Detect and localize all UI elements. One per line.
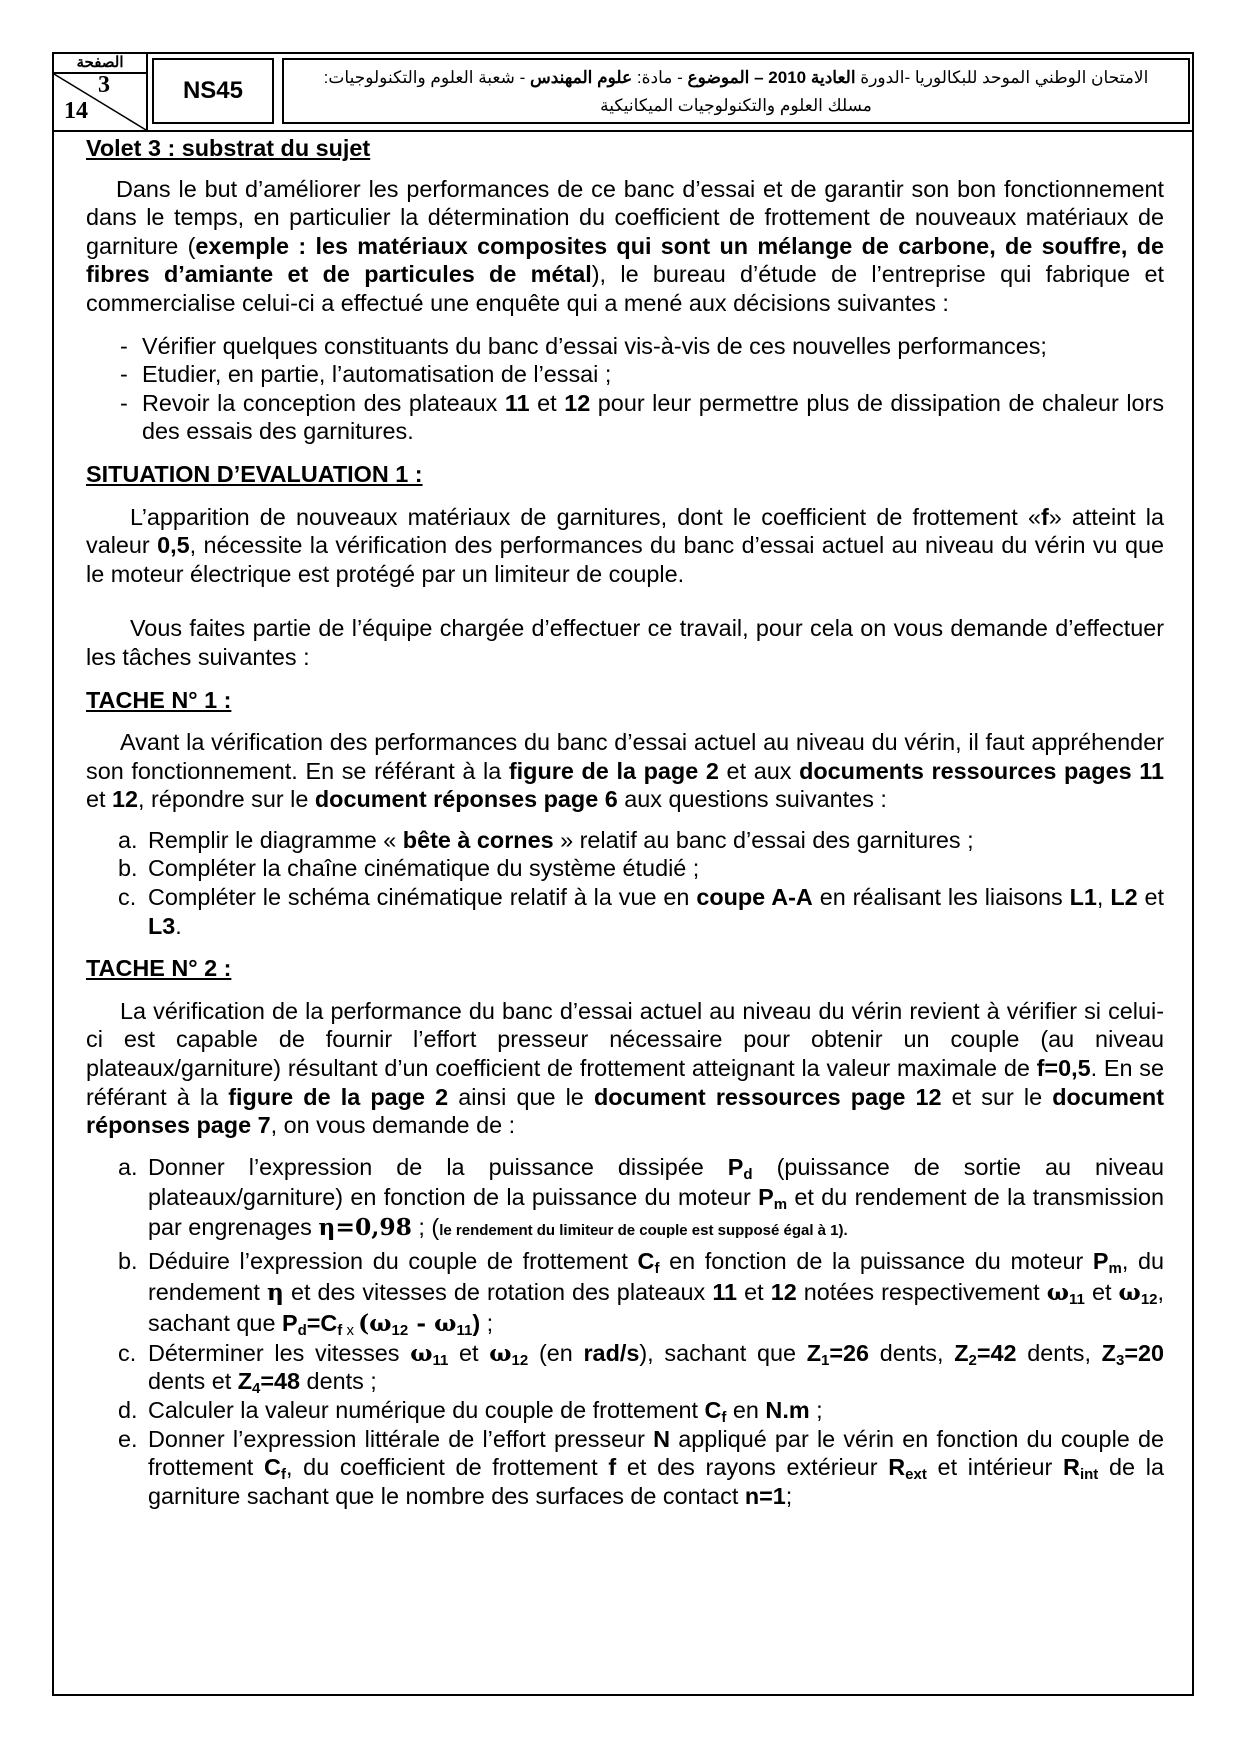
- situation-heading: SITUATION D’EVALUATION 1 :: [86, 460, 423, 487]
- question-a: a. Remplir le diagramme « bête à cornes » relatif au banc d’essai des garnitures ;: [118, 826, 974, 853]
- question-c: c. Déterminer les vitesses $\omega_{11}$ et $\omega_{12}$ (en rad/s), sachant que $Z_1=26$ dents, $Z_2=42$ dents, $Z_3=20$ dents et $Z_4=48$ dents ;: [118, 1338, 1164, 1398]
- list-item: - Vérifier quelques constituants du banc d’essai vis-à-vis de ces nouvelles performances;: [120, 332, 1047, 359]
- volet-heading: Volet 3 : substrat du sujet: [86, 135, 371, 161]
- list-item: - Revoir la conception des plateaux 11 et 12 pour leur permettre plus de dissipation de chaleur lors des essais des garnitures.: [120, 389, 1165, 445]
- page-header: [54, 54, 1192, 132]
- page-current: 3: [98, 72, 110, 98]
- page-frame: [52, 52, 1194, 1696]
- question-b: b. Déduire l’expression du couple de frottement $C_f$ en fonction de la puissance du moteur $P_m$, du rendement η et des vitesses de rotation des plateaux 11 et 12 notées respectivement $\omega_{11}$ et $\omega_{12}$, sachant que $P_d=C_f$ $_x$ $(\omega_{12} - \omega_{11})$ ;: [118, 1247, 1165, 1339]
- tache2-heading: TACHE N° 2 :: [86, 955, 232, 982]
- list-item: - Etudier, en partie, l’automatisation de l’essai ;: [120, 361, 612, 388]
- title-line-1: الامتحان الوطني الموحد للبكالوريا -الدورة العادية 2010 – الموضوع - مادة: علوم المهندس - شعبة العلوم والتكنولوجيات:: [323, 68, 1149, 87]
- question-e: e. Donner l’expression littérale de l’effort presseur N appliqué par le vérin en fonction du couple de frottement $C_f$, du coefficient de frottement f et des rayons extérieur $R_{ext}$ et intérieur $R_{int}$ de la garniture sachant que le nombre des surfaces de contact n=1;: [118, 1425, 1164, 1509]
- tache1-questions: [86, 826, 1164, 940]
- question-c: c. Compléter le schéma cinématique relatif à la vue en coupe A-A en réalisant les liaisons L1, L2 et L3.: [118, 884, 1165, 939]
- exam-title: [282, 58, 1190, 124]
- page-label: الصفحة: [54, 54, 146, 74]
- decision-list: [86, 332, 1164, 446]
- tache1-heading: TACHE N° 1 :: [86, 686, 232, 713]
- exam-code: NS45: [152, 58, 274, 124]
- tache1-paragraph: Avant la vérification des performances du banc d’essai actuel au niveau du vérin, il faut appréhender son fonctionnement. En se référant à la figure de la page 2 et aux documents ressources pages 11 et 12, répondre sur le document réponses page 6 aux questions suivantes :: [86, 729, 1164, 813]
- situation-paragraph-2: Vous faites partie de l’équipe chargée d’effectuer ce travail, pour cela on vous demande d’effectuer les tâches suivantes :: [86, 615, 1164, 670]
- tache2-questions: [86, 1152, 1164, 1511]
- page-content: [86, 134, 1164, 1510]
- page-total: 14: [64, 98, 88, 124]
- volet-intro: Dans le but d’améliorer les performances de ce banc d’essai et de garantir son bon fonctionnement dans le temps, en particulier la détermination du coefficient de frottement de nouveaux matériaux de garniture (exemple : les matériaux composites qui sont un mélange de carbone, de souffre, de fibres d’amiante et de particules de métal), le bureau d’étude de l’entreprise qui fabrique et commercialise celui-ci a effectué une enquête qui a mené aux décisions suivantes :: [86, 175, 1165, 316]
- question-d: d. Calculer la valeur numérique du couple de frottement $C_f$ en N.m ;: [118, 1397, 823, 1426]
- situation-paragraph-1: L’apparition de nouveaux matériaux de garnitures, dont le coefficient de frottement «f» atteint la valeur 0,5, nécessite la vérification des performances du banc d’essai actuel au niveau du vérin vu que le moteur électrique est protégé par un limiteur de couple.: [86, 503, 1165, 587]
- page-number-box: [54, 54, 148, 130]
- tache2-paragraph: La vérification de la performance du banc d’essai actuel au niveau du vérin revient à vérifier si celui-ci est capable de fournir l’effort presseur nécessaire pour obtenir un couple (au niveau plateaux/garniture) résultant d’un coefficient de frottement atteignant la valeur maximale de f=0,5. En se référant à la figure de la page 2 ainsi que le document ressources page 12 et sur le document réponses page 7, on vous demande de :: [86, 997, 1165, 1139]
- title-line-2: مسلك العلوم والتكنولوجيات الميكانيكية: [600, 96, 872, 115]
- question-b: b. Compléter la chaîne cinématique du système étudié ;: [118, 855, 700, 882]
- question-a: a. Donner l’expression de la puissance dissipée $P_d$ (puissance de sortie au niveau plateaux/garniture) en fonction de la puissance du moteur $P_m$ et du rendement de la transmission par engrenages η=0,98 ; (le rendement du limiteur de couple est supposé égal à 1).: [118, 1153, 1164, 1241]
